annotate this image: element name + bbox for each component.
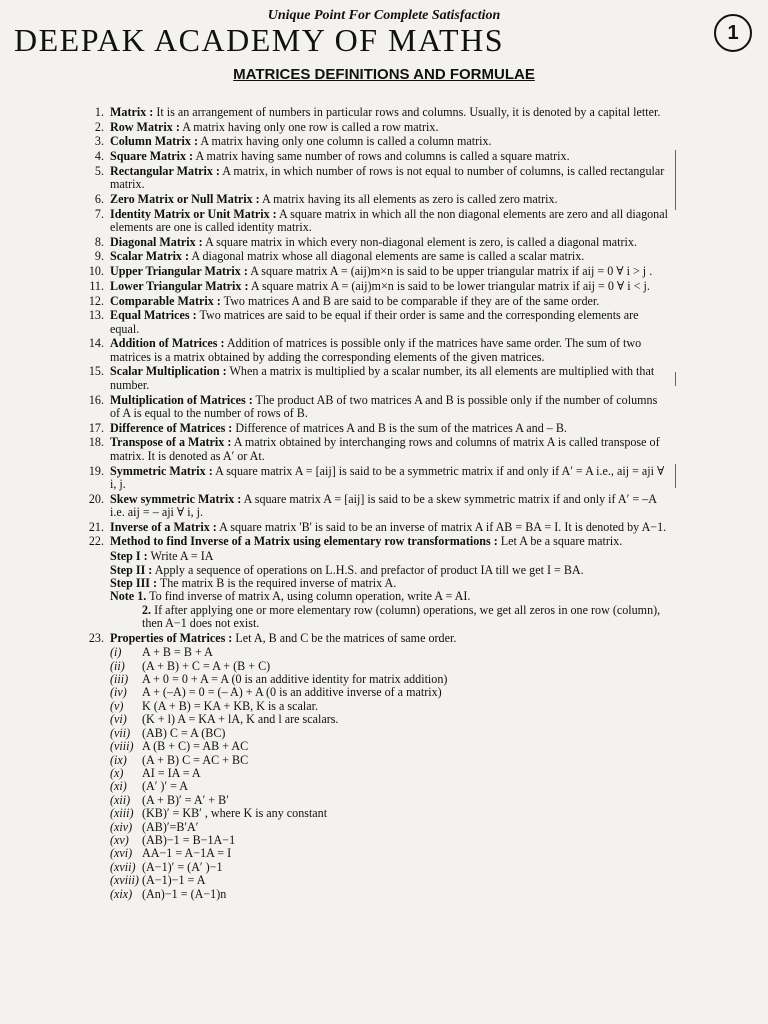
property-label: (xii)	[110, 792, 131, 807]
item-number: 18.	[88, 435, 104, 450]
definition-item	[78, 295, 668, 308]
definition-text: A matrix having only one row is called a row matrix.	[179, 119, 439, 134]
property-formula: A + B = B + A	[142, 645, 213, 660]
step-text: Apply a sequence of operations on L.H.S. and prefactor of product IA till we get I = BA.	[152, 562, 584, 577]
definition-term: Lower Triangular Matrix :	[110, 278, 249, 293]
definition-text: Two matrices A and B are said to be comparable if they are of the same order.	[220, 293, 600, 308]
definition-term: Rectangular Matrix :	[110, 163, 220, 178]
item-number: 6.	[94, 191, 104, 206]
definition-text: When a matrix is multiplied by a scalar number, its all elements are multiplied with that number.	[110, 364, 655, 392]
definition-text: A diagonal matrix whose all diagonal elements are same is called a scalar matrix.	[189, 249, 585, 264]
definition-term: Multiplication of Matrices :	[110, 392, 253, 407]
definition-item	[78, 193, 668, 206]
item-number: 9.	[94, 249, 104, 264]
property-formula: A + (–A) = 0 = (– A) + A (0 is an additive inverse of a matrix)	[142, 685, 442, 700]
property-formula: (An)−1 = (A−1)n	[142, 886, 227, 901]
definition-term: Addition of Matrices :	[110, 336, 225, 351]
property-item	[78, 646, 668, 659]
step-label: Note 1.	[110, 589, 147, 604]
item-number: 22.	[88, 534, 104, 549]
item-number: 15.	[88, 364, 104, 379]
definition-item	[78, 365, 668, 392]
tagline: Unique Point For Complete Satisfaction	[267, 8, 501, 23]
step-label: Step III :	[110, 575, 158, 590]
item-number: 4.	[94, 149, 104, 164]
property-label: (v)	[110, 698, 124, 713]
step-label: Step II :	[110, 562, 153, 577]
step-text: To find inverse of matrix A, using column operation, write A = AI.	[146, 589, 471, 604]
definition-item	[78, 535, 668, 548]
definitions-list	[78, 106, 668, 901]
property-label: (iii)	[110, 672, 129, 687]
step-text: Write A = IA	[147, 549, 214, 564]
definition-item	[78, 309, 668, 336]
property-item	[78, 686, 668, 699]
property-item	[78, 861, 668, 874]
method-step	[78, 590, 668, 603]
item-number: 13.	[88, 308, 104, 323]
item-number: 10.	[88, 264, 104, 279]
definition-item	[78, 121, 668, 134]
property-label: (vii)	[110, 725, 131, 740]
definition-term: Skew symmetric Matrix :	[110, 491, 242, 506]
property-formula: (A + B) + C = A + (B + C)	[142, 658, 271, 673]
definition-term: Transpose of a Matrix :	[110, 435, 232, 450]
page-number-badge: 1	[714, 14, 752, 52]
property-item	[78, 767, 668, 780]
method-step	[78, 564, 668, 577]
property-label: (xiii)	[110, 806, 134, 821]
definition-text: A matrix having same number of rows and columns is called a square matrix.	[193, 149, 570, 164]
definition-item	[78, 236, 668, 249]
property-formula: (AB)−1 = B−1A−1	[142, 832, 236, 847]
property-formula: (AB) C = A (BC)	[142, 725, 226, 740]
method-step	[78, 550, 668, 563]
definition-text: Addition of matrices is possible only if the matrices have same order. The sum of two matrices is a matrix obtained by adding the corresponding elements of the given matrices.	[110, 336, 642, 364]
item-number: 16.	[88, 392, 104, 407]
definition-text: A square matrix A = (aij)m×n is said to be upper triangular matrix if aij = 0 ∀ i > j .	[247, 264, 653, 279]
definition-term: Identity Matrix or Unit Matrix :	[110, 206, 277, 221]
property-label: (vi)	[110, 712, 127, 727]
property-label: (x)	[110, 765, 124, 780]
definition-text: A square matrix A = [aij] is said to be a skew symmetric matrix if and only if A′ = –A i.e. aij = – aji ∀ i, j.	[110, 491, 657, 520]
property-formula: (AB)′=B′A′	[142, 819, 199, 834]
method-note	[78, 604, 668, 631]
definition-text: Let A be a square matrix.	[497, 534, 623, 549]
definition-item	[78, 280, 668, 293]
item-number: 2.	[94, 119, 104, 134]
item-number: 5.	[94, 163, 104, 178]
item-number: 23.	[88, 630, 104, 645]
property-formula: AA−1 = A−1A = I	[142, 846, 232, 861]
property-item	[78, 874, 668, 887]
definition-term: Row Matrix :	[110, 119, 180, 134]
property-formula: A + 0 = 0 + A = A (0 is an additive identity for matrix addition)	[142, 672, 448, 687]
item-number: 7.	[94, 206, 104, 221]
step-text: The matrix B is the required inverse of matrix A.	[157, 575, 397, 590]
definition-term: Upper Triangular Matrix :	[110, 264, 248, 279]
property-label: (xiv)	[110, 819, 133, 834]
definition-term: Column Matrix :	[110, 134, 199, 149]
definition-text: A matrix having its all elements as zero is called zero matrix.	[259, 191, 558, 206]
definition-item	[78, 436, 668, 463]
property-label: (xv)	[110, 832, 129, 847]
property-formula: (A′ )′ = A	[142, 779, 189, 794]
definition-text: Two matrices are said to be equal if their order is same and the corresponding elements are equal.	[110, 308, 639, 336]
definition-term: Matrix :	[110, 105, 154, 119]
academy-name: DEEPAK ACADEMY OF MATHS	[14, 22, 504, 58]
definition-item	[78, 394, 668, 421]
definition-item	[78, 265, 668, 278]
property-label: (xix)	[110, 886, 133, 901]
property-label: (viii)	[110, 739, 134, 754]
property-label: (xi)	[110, 779, 127, 794]
definition-text: A matrix having only one column is called a column matrix.	[198, 134, 492, 149]
property-item	[78, 727, 668, 740]
property-item	[78, 888, 668, 901]
item-number: 20.	[88, 491, 104, 506]
item-number: 17.	[88, 420, 104, 435]
definition-term: Difference of Matrices :	[110, 420, 233, 435]
property-label: (ii)	[110, 658, 125, 673]
definition-text: A square matrix in which every non-diagonal element is zero, is called a diagonal matrix.	[202, 234, 637, 249]
properties-heading	[78, 632, 668, 645]
definition-text: A square matrix A = [aij] is said to be a symmetric matrix if and only if A′ = A i.e., aij = aji ∀ i, j.	[110, 463, 665, 491]
property-label: (iv)	[110, 685, 127, 700]
note-label: 2.	[142, 602, 152, 617]
property-item	[78, 807, 668, 820]
property-formula: (A−1)′ = (A′ )−1	[142, 859, 223, 874]
property-item	[78, 740, 668, 753]
definition-item	[78, 465, 668, 492]
definition-term: Symmetric Matrix :	[110, 463, 213, 478]
definition-item	[78, 165, 668, 192]
property-label: (xviii)	[110, 873, 139, 888]
definition-item	[78, 106, 668, 119]
property-item	[78, 834, 668, 847]
definition-term: Zero Matrix or Null Matrix :	[110, 191, 260, 206]
property-formula: K (A + B) = KA + KB, K is a scalar.	[142, 698, 318, 713]
definition-term: Scalar Multiplication :	[110, 364, 227, 379]
definition-term: Comparable Matrix :	[110, 293, 221, 308]
definition-item	[78, 208, 668, 235]
definition-text: A square matrix A = (aij)m×n is said to be lower triangular matrix if aij = 0 ∀ i < j.	[248, 278, 650, 293]
definition-term: Method to find Inverse of a Matrix using elementary row transformations :	[110, 534, 498, 549]
definition-text: A matrix, in which number of rows is not equal to number of columns, is called rectangular matrix.	[110, 163, 665, 192]
definition-term: Diagonal Matrix :	[110, 234, 203, 249]
definition-item	[78, 135, 668, 148]
definition-text: Let A, B and C be the matrices of same order.	[232, 630, 457, 645]
definition-text: A square matrix in which all the non diagonal elements are zero and all diagonal elements are one is called identity matrix.	[110, 206, 668, 235]
property-item	[78, 794, 668, 807]
document-title: MATRICES DEFINITIONS AND FORMULAE	[233, 66, 535, 83]
item-number: 21.	[88, 519, 104, 534]
item-number: 12.	[88, 293, 104, 308]
definition-item	[78, 250, 668, 263]
item-number: 3.	[94, 134, 104, 149]
definition-item	[78, 150, 668, 163]
property-formula: A (B + C) = AB + AC	[142, 739, 249, 754]
property-item	[78, 780, 668, 793]
property-label: (i)	[110, 645, 122, 660]
item-number: 1.	[94, 105, 104, 119]
property-item	[78, 700, 668, 713]
item-number: 11.	[89, 278, 104, 293]
definition-term: Square Matrix :	[110, 149, 194, 164]
method-step	[78, 577, 668, 590]
definition-text: A square matrix 'B' is said to be an inverse of matrix A if AB = BA = I. It is denoted by A−1.	[216, 519, 667, 534]
property-formula: (A + B)′ = A′ + B′	[142, 792, 229, 807]
definition-item	[78, 493, 668, 520]
definition-item	[78, 521, 668, 534]
property-item	[78, 673, 668, 686]
definition-term: Inverse of a Matrix :	[110, 519, 217, 534]
property-label: (xvii)	[110, 859, 136, 874]
definition-term: Equal Matrices :	[110, 308, 197, 323]
property-item	[78, 713, 668, 726]
definition-term: Scalar Matrix :	[110, 249, 190, 264]
item-number: 8.	[94, 234, 104, 249]
property-item	[78, 847, 668, 860]
definition-item	[78, 337, 668, 364]
property-label: (ix)	[110, 752, 127, 767]
item-number: 19.	[88, 463, 104, 478]
definition-text: A matrix obtained by interchanging rows and columns of matrix A is called transpose of matrix. It is denoted as A′ or At.	[110, 435, 660, 463]
property-label: (xvi)	[110, 846, 133, 861]
property-formula: AI = IA = A	[142, 765, 201, 780]
definition-text: It is an arrangement of numbers in particular rows and columns. Usually, it is denoted by a capital letter.	[153, 105, 661, 119]
property-item	[78, 754, 668, 767]
definition-text: Difference of matrices A and B is the sum of the matrices A and – B.	[232, 420, 567, 435]
definition-term: Properties of Matrices :	[110, 630, 233, 645]
item-number: 14.	[88, 336, 104, 351]
property-formula: (A + B) C = AC + BC	[142, 752, 249, 767]
step-label: Step I :	[110, 549, 148, 564]
definition-text: The product AB of two matrices A and B is possible only if the number of columns of A is equal to the number of rows of B.	[110, 392, 658, 420]
property-item	[78, 821, 668, 834]
property-item	[78, 660, 668, 673]
property-formula: (A−1)−1 = A	[142, 873, 206, 888]
definition-item	[78, 422, 668, 435]
property-formula: (K + l) A = KA + lA, K and l are scalars.	[142, 712, 339, 727]
property-formula: (KB)′ = KB′ , where K is any constant	[142, 806, 328, 821]
note-text: If after applying one or more elementary row (column) operations, we get all zeros in one row (column), then A−1 does not exist.	[142, 602, 661, 631]
